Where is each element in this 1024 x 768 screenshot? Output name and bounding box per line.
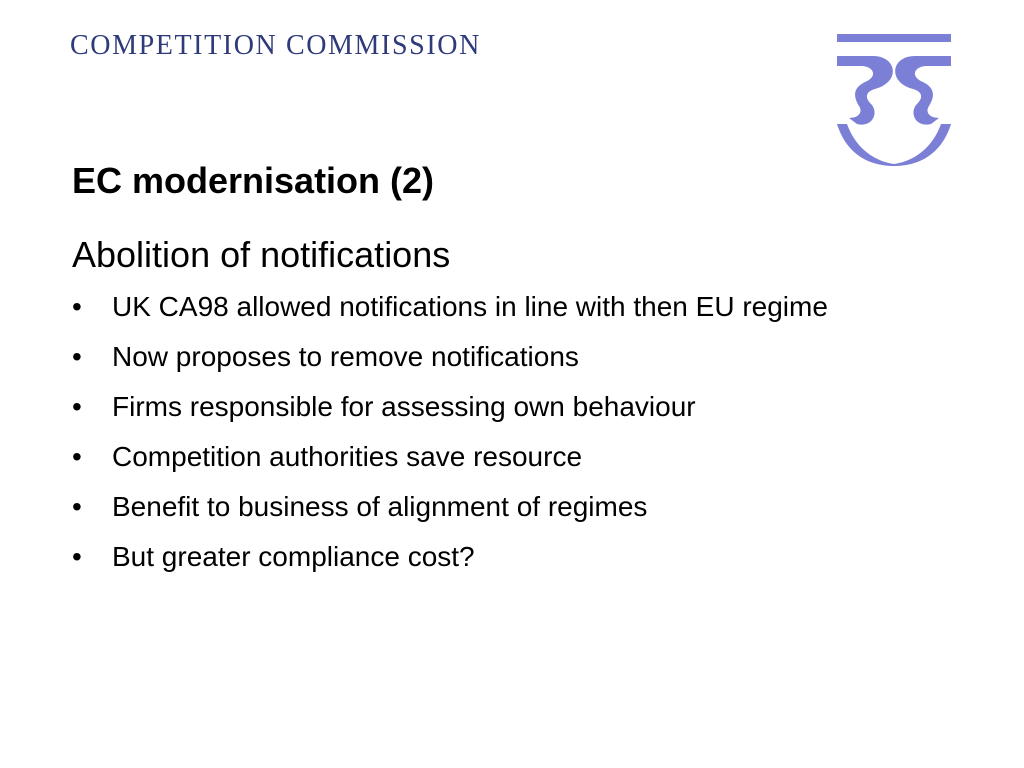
organization-name: COMPETITION COMMISSION xyxy=(70,30,481,61)
list-item xyxy=(72,282,892,332)
list-item xyxy=(72,432,892,482)
bullet-text: Now proposes to remove notifications xyxy=(112,341,579,372)
list-item xyxy=(72,332,892,382)
list-item xyxy=(72,482,892,532)
bullet-text: UK CA98 allowed notifications in line with then EU regime xyxy=(112,291,828,322)
bullet-icon: • xyxy=(72,391,82,422)
bullet-icon: • xyxy=(72,291,82,322)
bullet-text: Competition authorities save resource xyxy=(112,441,583,472)
competition-commission-logo xyxy=(835,34,953,166)
list-item xyxy=(72,532,892,582)
bullet-icon: • xyxy=(72,541,82,572)
slide-title: EC modernisation (2) xyxy=(72,160,435,201)
bullet-text: Firms responsible for assessing own behaviour xyxy=(112,391,696,422)
slide-subtitle: Abolition of notifications xyxy=(72,234,451,275)
bullet-text: Benefit to business of alignment of regimes xyxy=(112,491,648,522)
bullet-list xyxy=(72,282,892,582)
bullet-icon: • xyxy=(72,491,82,522)
bullet-icon: • xyxy=(72,441,82,472)
bullet-icon: • xyxy=(72,341,82,372)
list-item xyxy=(72,382,892,432)
bullet-text: But greater compliance cost? xyxy=(112,541,475,572)
